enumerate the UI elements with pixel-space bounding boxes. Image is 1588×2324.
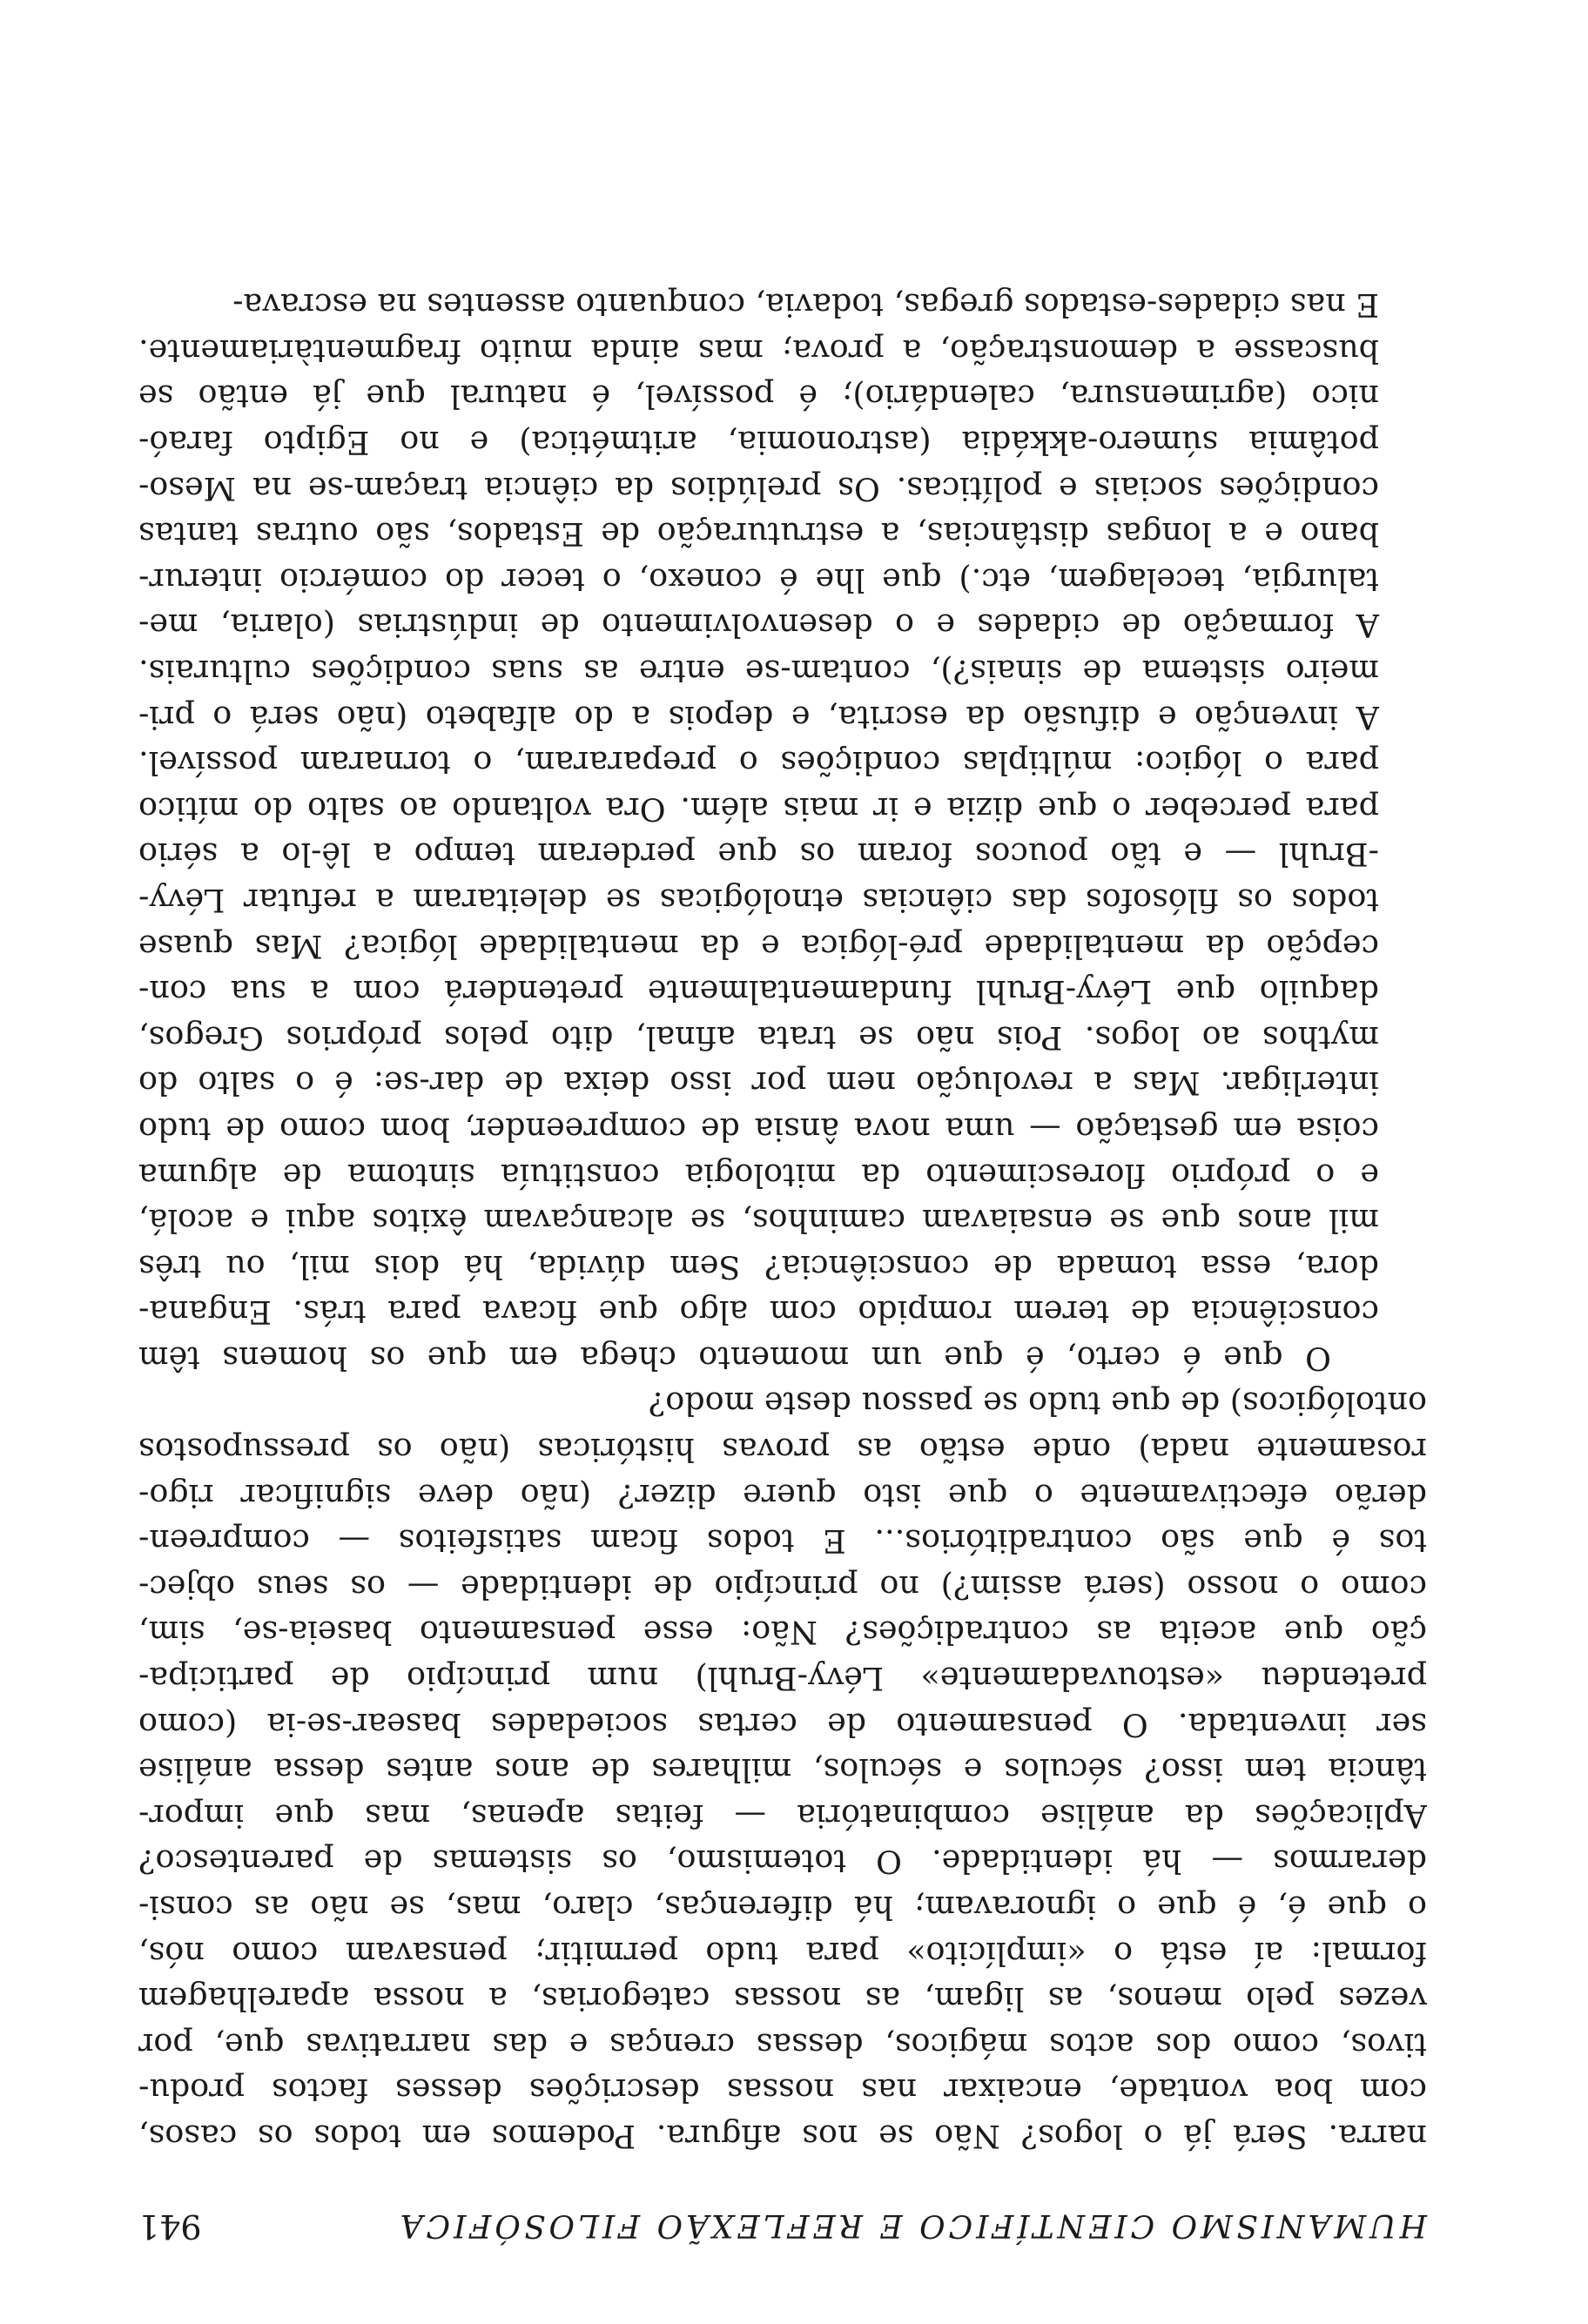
text-line: rosamente nada) onde estão as provas históricas (não os pressupostos	[138, 1431, 1427, 1469]
text-line: A invenção e difusão da escrita, e depois a do alfabeto (não será o pri-	[138, 698, 1379, 736]
text-line: potâmia súmero-akkádia (astronomia, aritmética) e no Egipto faraó-	[138, 424, 1379, 462]
text-line: como o nosso (será assim?) no princípio de identidade — os seus objec-	[138, 1568, 1427, 1606]
text-line: Aplicações da análise combinatória — feitas apenas, mas que impor-	[138, 1797, 1427, 1835]
text-line: derarmos — há identidade. O totemismo, os sistemas de parentesco?	[138, 1843, 1427, 1881]
text-line: tivos, como dos actos mágicos, dessas crenças e das narrativas que, por	[138, 2025, 1427, 2064]
text-line: talurgia, tecelagem, etc.) que lhe é conexo, o tecer do comércio interur-	[138, 561, 1379, 599]
text-line: ser inventada. O pensamento de certas sociedades basear-se-ia (como	[138, 1705, 1427, 1743]
text-line: ontológicos) de que tudo se passou deste modo?	[648, 1385, 1427, 1423]
text-line: narra. Será já o logos? Não se nos afigura. Podemos em todos os casos,	[138, 2118, 1427, 2155]
page-number: 941	[138, 2207, 202, 2246]
text-line: buscasse a demonstração, a prova; mas ainda muito fragmentàriamente.	[138, 332, 1379, 370]
text-line: coisa em gestação — uma nova ânsia de compreender, bom como de tudo	[138, 1110, 1379, 1148]
text-line: condições sociais e políticas. Os prelúdios da ciência traçam-se na Meso-	[138, 469, 1379, 507]
text-line: consciência de terem rompido com algo que ficava para trás. Engana-	[138, 1293, 1379, 1332]
text-line: cepção da mentalidade pré-lógica e da mentalidade lógica? Mas quase	[138, 927, 1379, 965]
text-line: vezes pelo menos, as ligam, as nossas categorias, a nossa aparelhagem	[138, 1980, 1427, 2018]
text-line: nico (agrimensura, calendário); é possível, é natural que já então se	[138, 378, 1379, 416]
text-line: o que é, é que o ignoravam; há diferenças, claro, mas, se não as consi-	[138, 1889, 1427, 1927]
text-line: E nas cidades-estados gregas, todavia, conquanto assentes na escrava-	[232, 286, 1379, 325]
paragraph	[138, 282, 1427, 1380]
running-head	[138, 2193, 1427, 2246]
text-line: para perceber o que dizia e ir mais além. Ora voltando ao salto do mítico	[138, 789, 1379, 828]
text-line: mythos ao logos. Pois não se trata afinal, dito pelos próprios Gregos,	[138, 1018, 1379, 1057]
running-head-title: HUMANISMO CIENTÍFICO E REFLEXÃO FILOSÓFICA	[396, 2207, 1427, 2243]
text-line: todos os filósofos das ciências etnológicas se deleitaram a refutar Lévy-	[138, 881, 1379, 919]
text-line: bano e a longas distâncias, a estruturação de Estados, são outras tantas	[138, 515, 1379, 554]
text-line: com boa vontade, encaixar nas nossas descrições desses factos produ-	[138, 2072, 1427, 2110]
text-line: meiro sistema de sinais?), contam-se entre as suas condições culturais.	[138, 653, 1379, 690]
text-line: pretendeu «estouvadamente» Lévy-Bruhl) num princípio de participa-	[138, 1660, 1427, 1698]
text-line: mil anos que se ensaiavam caminhos, se alcançavam êxitos aqui e acolá,	[138, 1202, 1379, 1240]
text-line: derão efectivamente o que isto quere dizer? (não deve significar rigo-	[138, 1476, 1427, 1515]
text-line: tos é que são contraditórios... E todos ficam satisfeitos — compreen-	[138, 1522, 1427, 1561]
paragraph	[138, 1380, 1427, 2159]
text-line: O que é certo, é que um momento chega em que os homens têm	[138, 1339, 1331, 1377]
text-line: formal: aí está o «implícito» para tudo permitir; pensavam como nós,	[138, 1934, 1427, 1972]
text-line: para o lógico: múltiplas condições o prepararam, o tornaram possível.	[138, 744, 1379, 783]
text-line: A formação de cidades e o desenvolvimento de indústrias (olaria, me-	[138, 607, 1379, 645]
text-line: interligar. Mas a revolução nem por isso deixa de dar-se: é o salto do	[138, 1065, 1379, 1103]
text-line: ção que aceita as contradições? Não: esse pensamento baseia-se, sim,	[138, 1614, 1427, 1652]
text-line: tância tem isso? séculos e séculos, milhares de anos antes dessa análise	[138, 1751, 1427, 1790]
text-line: -Bruhl — e tão poucos foram os que perderam tempo a lê-lo a sério	[138, 836, 1379, 874]
text-line: dora, essa tomada de consciência? Sem dúvida, há dois mil, ou três	[138, 1247, 1379, 1286]
text-line: e o próprio florescimento da mitologia constituía sintoma de alguma	[138, 1156, 1379, 1194]
body-text	[138, 282, 1427, 2159]
text-line: daquilo que Lévy-Bruhl fundamentalmente pretenderá com a sua con-	[138, 973, 1379, 1011]
